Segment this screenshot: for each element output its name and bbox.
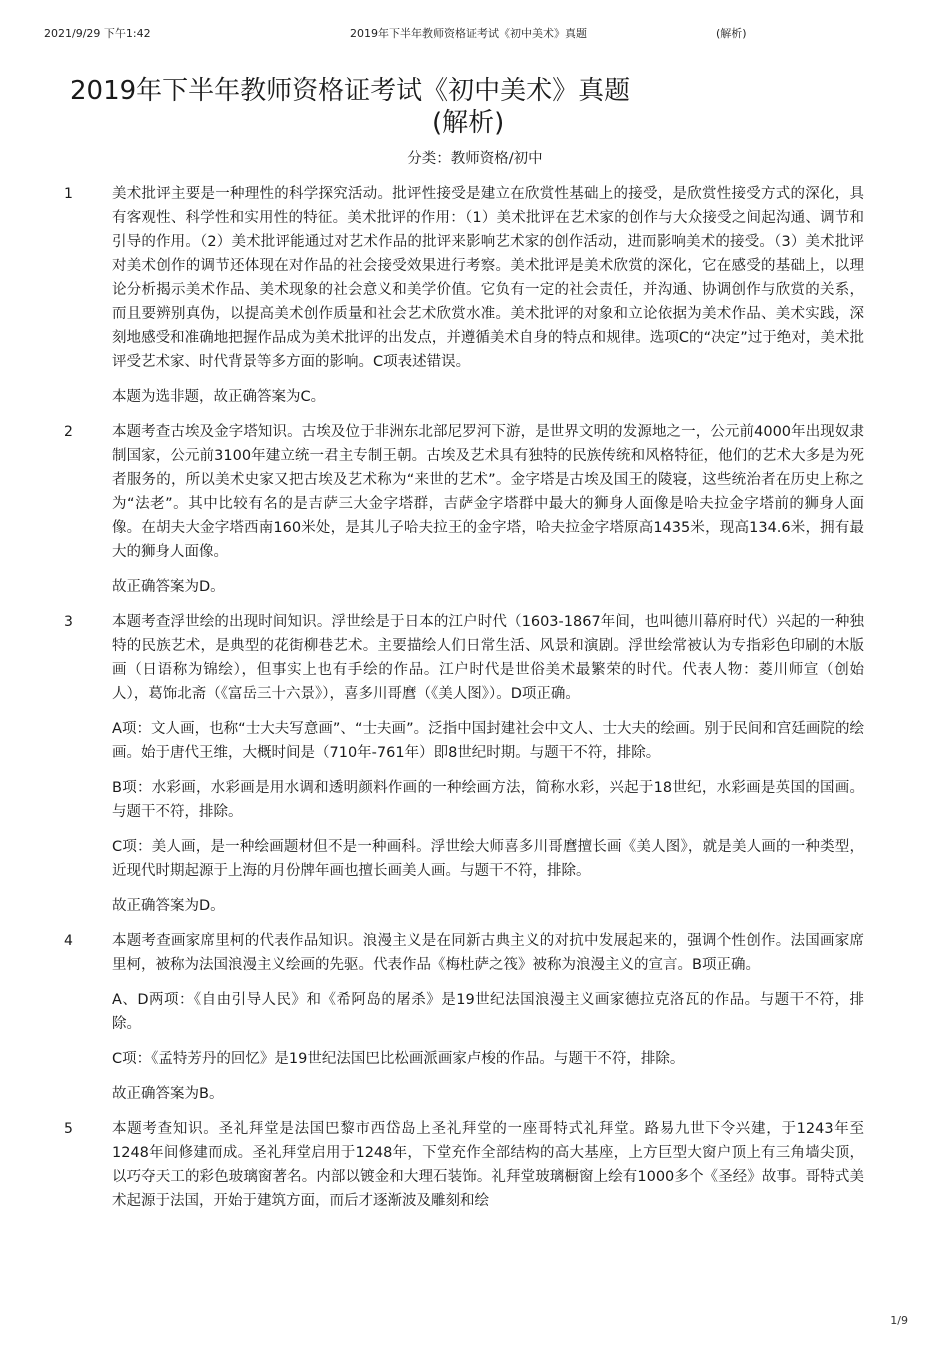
print-title-suffix: (解析) [716,27,747,40]
question-number: 5 [64,1121,73,1137]
question-number: 4 [64,933,73,949]
option-analysis-paragraph: A、D两项：《自由引导人民》和《希阿岛的屠杀》是19世纪法国浪漫主义画家德拉克洛瓦的作品。与题干不符，排除。 [112,992,864,1032]
print-datetime: 2021/9/29 下午1:42 [44,27,151,40]
answer-paragraph: 故正确答案为D。 [112,898,225,914]
print-header [0,25,950,41]
question-item [0,610,950,918]
question-item [0,420,950,599]
answer-paragraph: 故正确答案为D。 [112,579,225,595]
question-explanation [112,1117,864,1213]
option-analysis-paragraph: C项：美人画，是一种绘画题材但不是一种画科。浮世绘大师喜多川哥麿擅长画《美人图》，就是美人画的一种类型，近现代时期起源于上海的月份牌年画也擅长画美人画。与题干不符，排除。 [112,839,864,879]
explanation-paragraph: 本题考查画家席里柯的代表作品知识。浪漫主义是在同新古典主义的对抗中发展起来的，强调个性创作。法国画家席里柯，被称为法国浪漫主义绘画的先驱。代表作品《梅杜萨之筏》被称为浪漫主义的宣言。B项正确。 [112,933,864,973]
page-title-line1: 2019年下半年教师资格证考试《初中美术》真题 [70,76,631,106]
option-analysis-paragraph: B项：水彩画，水彩画是用水调和透明颜料作画的一种绘画方法，简称水彩，兴起于18世纪，水彩画是英国的国画。与题干不符，排除。 [112,780,864,820]
explanation-paragraph: 本题考查知识。圣礼拜堂是法国巴黎市西岱岛上圣礼拜堂的一座哥特式礼拜堂。路易九世下令兴建，于1243年至1248年间修建而成。圣礼拜堂启用于1248年，下堂充作全部结构的高大基座，上方巨型大窗户顶上有三角墙尖顶，以巧夺天工的彩色玻璃窗著名。内部以镀金和大理石装饰。礼拜堂玻璃橱窗上绘有1000多个《圣经》故事。哥特式美术起源于法国，开始于建筑方面，而后才逐渐波及雕刻和绘 [112,1121,864,1209]
option-analysis-paragraph: A项：文人画，也称“士大夫写意画”、“士夫画”。泛指中国封建社会中文人、士大夫的绘画。别于民间和宫廷画院的绘画。始于唐代王维，大概时间是（710年-761年）即8世纪时期。与题干不符，排除。 [112,721,864,761]
option-analysis-paragraph: C项：《孟特芳丹的回忆》是19世纪法国巴比松画派画家卢梭的作品。与题干不符，排除。 [112,1051,685,1067]
question-explanation [112,420,864,599]
explanation-paragraph: 本题考查浮世绘的出现时间知识。浮世绘是于日本的江户时代（1603-1867年间，也叫德川幕府时代）兴起的一种独特的民族艺术，是典型的花街柳巷艺术。主要描绘人们日常生活、风景和演剧。浮世绘常被认为专指彩色印刷的木版画（日语称为锦绘），但事实上也有手绘的作品。江户时代是世俗美术最繁荣的时代。代表人物：菱川师宣（创始人），葛饰北斋（《富岳三十六景》），喜多川哥麿（《美人图》）。D项正确。 [112,614,864,702]
question-explanation [112,610,864,918]
print-doc-title: 2019年下半年教师资格证考试《初中美术》真题 [350,27,587,40]
question-list [0,182,950,1224]
question-explanation [112,929,864,1106]
page-number: 1/9 [890,1314,908,1327]
question-number: 1 [64,186,73,202]
explanation-paragraph: 美术批评主要是一种理性的科学探究活动。批评性接受是建立在欣赏性基础上的接受，是欣赏性接受方式的深化，具有客观性、科学性和实用性的特征。美术批评的作用：（1）美术批评在艺术家的创作与大众接受之间起沟通、调节和引导的作用。（2）美术批评能通过对艺术作品的批评来影响艺术家的创作活动，进而影响美术的接受。（3）美术批评对美术创作的调节还体现在对作品的社会接受效果进行考察。美术批评是美术欣赏的深化，它在感受的基础上，以理论分析揭示美术作品、美术现象的社会意义和美学价值。它负有一定的社会责任，并沟通、协调创作与欣赏的关系，而且要辨别真伪，以提高美术创作质量和社会艺术欣赏水准。美术批评的对象和立论依据为美术作品、美术实践，深刻地感受和准确地把握作品成为美术批评的出发点，并遵循美术自身的特点和规律。选项C的“决定”过于绝对，美术批评受艺术家、时代背景等多方面的影响。C项表述错误。 [112,186,864,370]
question-item [0,182,950,409]
question-number: 2 [64,424,73,440]
page-title-line2: (解析) [432,108,505,138]
question-item [0,929,950,1106]
question-item [0,1117,950,1213]
answer-paragraph: 本题为选非题，故正确答案为C。 [112,389,326,405]
answer-paragraph: 故正确答案为B。 [112,1086,224,1102]
category-label: 分类：教师资格/初中 [407,151,543,167]
explanation-paragraph: 本题考查古埃及金字塔知识。古埃及位于非洲东北部尼罗河下游，是世界文明的发源地之一，公元前4000年出现奴隶制国家，公元前3100年建立统一君主专制王朝。古埃及艺术具有独特的民族传统和风格特征，他们的艺术大多是为死者服务的，所以美术史家又把古埃及艺术称为“来世的艺术”。金字塔是古埃及国王的陵寝，这些统治者在历史上称之为“法老”。其中比较有名的是吉萨三大金字塔群，吉萨金字塔群中最大的狮身人面像是哈夫拉金字塔前的狮身人面像。在胡夫大金字塔西南160米处，是其儿子哈夫拉王的金字塔，哈夫拉金字塔原高1435米，现高134.6米，拥有最大的狮身人面像。 [112,424,864,560]
question-explanation [112,182,864,409]
question-number: 3 [64,614,73,630]
